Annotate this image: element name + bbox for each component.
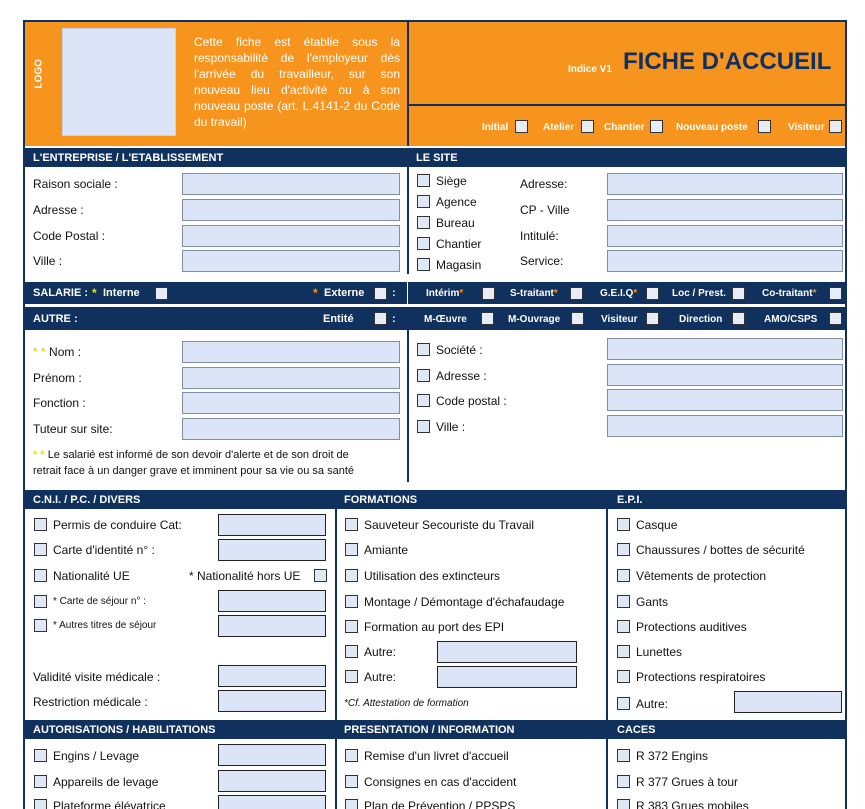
site-service-input[interactable] [607,250,843,272]
type-initial-checkbox[interactable] [515,120,528,133]
interim-checkbox[interactable] [482,287,495,300]
type-chantier-checkbox[interactable] [650,120,663,133]
geiq-label: G.E.I.Q* [600,288,638,299]
externe-star: * [313,286,318,300]
autres-titres-checkbox[interactable] [34,619,47,632]
cni-heading: C.N.I. / P.C. / DIVERS [33,494,141,506]
m-oeuvre-checkbox[interactable] [481,312,494,325]
m-ouvrage-checkbox[interactable] [571,312,584,325]
site-service-label: Service: [520,254,564,268]
appareils-levage-label: Appareils de levage [53,775,159,789]
epi-auditives-label: Protections auditives [636,620,747,634]
r372-label: R 372 Engins [636,749,709,763]
formation-autre2-label: Autre: [364,670,397,684]
formation-autre1-checkbox[interactable] [345,645,358,658]
type-visiteur-label: Visiteur [788,122,825,133]
epi-autre-label: Autre: [636,697,669,711]
type-nouveau-poste-label: Nouveau poste [676,122,748,133]
autre-visiteur-label: Visiteur [601,314,638,325]
adresse-input[interactable] [182,199,400,221]
alerte-note: * * Le salarié est informé de son devoir d'alerte et de son droit de retrait face à un danger grave et imminent pour sa vie ou sa santé [33,449,355,477]
extincteurs-label: Utilisation des extincteurs [364,569,501,583]
loc-prest-label: Loc / Prest. [672,288,726,299]
ville-input[interactable] [182,250,400,272]
site-bureau-checkbox[interactable] [417,216,430,229]
restriction-label: Restriction médicale : [33,695,148,709]
amo-csps-label: AMO/CSPS [764,314,818,325]
epi-respiratoires-label: Protections respiratoires [636,670,766,684]
port-epi-label: Formation au port des EPI [364,620,505,634]
m-oeuvre-label: M-Œuvre [424,314,467,325]
autorisations-heading: AUTORISATIONS / HABILITATIONS [33,724,216,736]
plateforme-input[interactable] [218,795,326,809]
carte-id-checkbox[interactable] [34,543,47,556]
amo-csps-checkbox[interactable] [829,312,842,325]
epi-heading: E.P.I. [617,494,643,506]
epi-autre-input[interactable] [734,691,842,713]
co-traitant-label: Co-traitant* [762,288,817,299]
m-ouvrage-label: M-Ouvrage [508,314,561,325]
type-initial-label: Initial [482,122,509,133]
r383-checkbox[interactable] [617,799,630,809]
p-ville-label: Ville : [436,420,466,434]
externe-label: Externe [324,287,365,299]
p-code-postal-checkbox[interactable] [417,394,430,407]
p-adresse-checkbox[interactable] [417,369,430,382]
epi-chaussures-label: Chaussures / bottes de sécurité [636,543,805,557]
raison-sociale-input[interactable] [182,173,400,195]
site-agence-label: Agence [436,195,477,209]
site-bureau-label: Bureau [436,216,475,230]
autre-label: AUTRE : [33,313,78,325]
restriction-input[interactable] [218,690,326,712]
header-notice: Cette fiche est établie sous la responsabilité de l'employeur dès l'arrivée du travailleur, sur son nouveau lieu d'activité ou à son nouveau poste (art. L.4141-2 du Code du travail) [194,35,400,129]
sst-label: Sauveteur Secouriste du Travail [364,518,535,532]
epi-chaussures-checkbox[interactable] [617,543,630,556]
site-adresse-label: Adresse: [520,177,568,191]
epi-casque-label: Casque [636,518,678,532]
autre-visiteur-checkbox[interactable] [646,312,659,325]
engins-levage-label: Engins / Levage [53,749,140,763]
extincteurs-checkbox[interactable] [345,569,358,582]
societe-label: Société : [436,343,483,357]
epi-autre-checkbox[interactable] [617,697,630,710]
section-bar-cni [25,490,845,509]
loc-prest-checkbox[interactable] [732,287,745,300]
site-magasin-checkbox[interactable] [417,258,430,271]
epi-lunettes-checkbox[interactable] [617,645,630,658]
formations-heading: FORMATIONS [344,494,418,506]
nat-hors-ue-checkbox[interactable] [314,569,327,582]
externe-checkbox[interactable] [374,287,387,300]
p-code-postal-label: Code postal : [436,394,507,408]
epi-auditives-checkbox[interactable] [617,620,630,633]
epi-lunettes-label: Lunettes [636,645,683,659]
sejour-checkbox[interactable] [34,595,47,608]
formations-note: *Cf. Attestation de formation [344,698,469,709]
site-heading: LE SITE [416,152,458,164]
sst-checkbox[interactable] [345,518,358,531]
livret-checkbox[interactable] [345,749,358,762]
societe-checkbox[interactable] [417,343,430,356]
formation-autre2-checkbox[interactable] [345,670,358,683]
r383-label: R 383 Grues mobiles [636,799,749,809]
site-chantier-label: Chantier [436,237,482,251]
r377-label: R 377 Grues à tour [636,775,739,789]
entreprise-heading: L'ENTREPRISE / L'ETABLISSEMENT [33,152,224,164]
fonction-input[interactable] [182,392,400,414]
societe-input[interactable] [607,338,843,360]
carte-id-input[interactable] [218,539,326,561]
direction-checkbox[interactable] [732,312,745,325]
tuteur-label: Tuteur sur site: [33,422,113,436]
page-title: FICHE D'ACCUEIL [623,48,832,75]
appareils-levage-input[interactable] [218,770,326,792]
epi-casque-checkbox[interactable] [617,518,630,531]
p-code-postal-input[interactable] [607,389,843,411]
epi-gants-checkbox[interactable] [617,595,630,608]
logo-placeholder[interactable] [62,28,176,136]
site-siege-checkbox[interactable] [417,174,430,187]
nom-input[interactable] [182,341,400,363]
tuteur-input[interactable] [182,418,400,440]
ville-label: Ville : [33,254,63,268]
consignes-label: Consignes en cas d'accident [364,775,517,789]
adresse-label: Adresse : [33,203,84,217]
site-adresse-input[interactable] [607,173,843,195]
type-atelier-checkbox[interactable] [581,120,594,133]
autres-titres-input[interactable] [218,615,326,637]
type-atelier-label: Atelier [543,122,575,133]
p-ville-input[interactable] [607,415,843,437]
nat-ue-checkbox[interactable] [34,569,47,582]
s-traitant-label: S-traitant* [510,288,558,299]
nat-hors-ue-label: * Nationalité hors UE [189,569,301,583]
raison-sociale-label: Raison sociale : [33,177,118,191]
interne-checkbox[interactable] [155,287,168,300]
code-postal-input[interactable] [182,225,400,247]
echafaudage-checkbox[interactable] [345,595,358,608]
formation-autre1-input[interactable] [437,641,577,663]
entite-checkbox[interactable] [374,312,387,325]
consignes-checkbox[interactable] [345,775,358,788]
formation-autre2-input[interactable] [437,666,577,688]
interim-label: Intérim* [426,288,464,299]
site-cp-ville-input[interactable] [607,199,843,221]
amiante-label: Amiante [364,543,409,557]
p-ville-checkbox[interactable] [417,420,430,433]
sejour-input[interactable] [218,590,326,612]
epi-gants-label: Gants [636,595,669,609]
plan-prevention-label: Plan de Prévention / PPSPS [364,799,516,809]
caces-heading: CACES [617,724,656,736]
fonction-label: Fonction : [33,396,86,410]
plateforme-checkbox[interactable] [34,799,47,809]
direction-label: Direction [679,314,723,325]
echafaudage-label: Montage / Démontage d'échafaudage [364,595,565,609]
r377-checkbox[interactable] [617,775,630,788]
sejour-label: * Carte de séjour n° : [53,596,146,607]
presentation-heading: PRESENTATION / INFORMATION [344,724,515,736]
plan-prevention-checkbox[interactable] [345,799,358,809]
carte-id-label: Carte d'identité n° : [53,543,155,557]
s-traitant-checkbox[interactable] [570,287,583,300]
visite-label: Validité visite médicale : [33,670,161,684]
appareils-levage-checkbox[interactable] [34,775,47,788]
visite-input[interactable] [218,665,326,687]
prenom-input[interactable] [182,367,400,389]
site-intitule-input[interactable] [607,225,843,247]
entite-label: Entité [323,313,354,325]
type-visiteur-checkbox[interactable] [829,120,842,133]
nat-ue-label: Nationalité UE [53,569,130,583]
salarie-label: SALARIE : [33,287,88,299]
r372-checkbox[interactable] [617,749,630,762]
indice-label: Indice V1 [568,64,612,75]
nom-label: * * Nom : [33,345,82,359]
formation-autre1-label: Autre: [364,645,397,659]
site-cp-ville-label: CP - Ville [520,203,570,217]
p-adresse-input[interactable] [607,364,843,386]
site-chantier-checkbox[interactable] [417,237,430,250]
amiante-checkbox[interactable] [345,543,358,556]
site-intitule-label: Intitulé: [520,229,559,243]
site-magasin-label: Magasin [436,258,482,272]
site-siege-label: Siège [436,174,467,188]
interne-star: * [92,286,97,300]
p-adresse-label: Adresse : [436,369,487,383]
logo-label: LOGO [33,59,45,89]
engins-levage-checkbox[interactable] [34,749,47,762]
permis-input[interactable] [218,514,326,536]
engins-levage-input[interactable] [218,744,326,766]
geiq-checkbox[interactable] [646,287,659,300]
autres-titres-label: * Autres titres de séjour [53,620,157,631]
interne-label: Interne [103,287,140,299]
type-chantier-label: Chantier [604,122,645,133]
co-traitant-checkbox[interactable] [829,287,842,300]
permis-label: Permis de conduire Cat: [53,518,182,532]
port-epi-checkbox[interactable] [345,620,358,633]
epi-vetements-checkbox[interactable] [617,569,630,582]
type-nouveau-poste-checkbox[interactable] [758,120,771,133]
epi-vetements-label: Vêtements de protection [636,569,767,583]
epi-respiratoires-checkbox[interactable] [617,670,630,683]
site-agence-checkbox[interactable] [417,195,430,208]
plateforme-label: Plateforme élévatrice [53,799,166,809]
livret-label: Remise d'un livret d'accueil [364,749,509,763]
prenom-label: Prénom : [33,371,82,385]
code-postal-label: Code Postal : [33,229,106,243]
permis-checkbox[interactable] [34,518,47,531]
